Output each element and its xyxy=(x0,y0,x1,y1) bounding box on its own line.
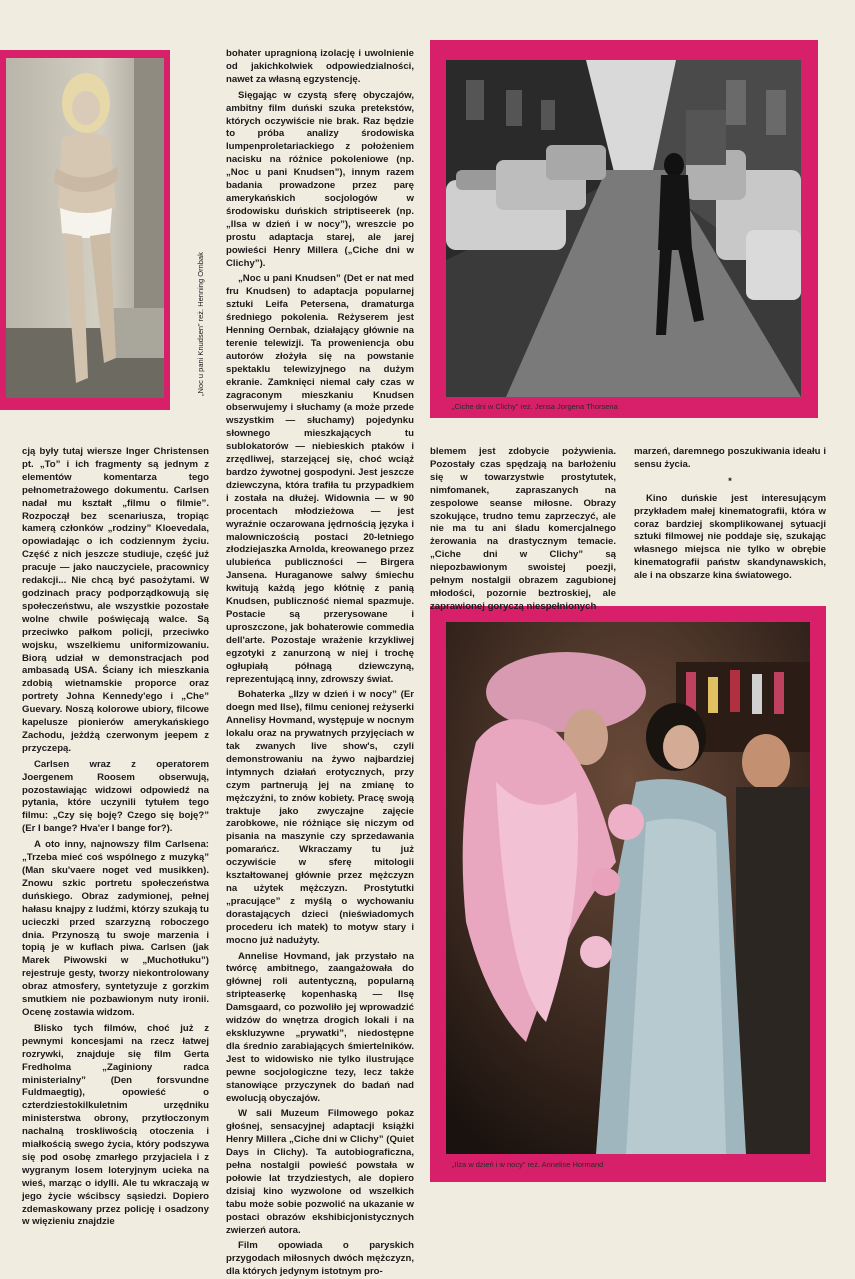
photo-ciche-dni-w-clichy xyxy=(446,60,801,397)
col2-paragraph-6: W sali Muzeum Filmowego pokaz głośnej, sensacyjnej adaptacji książki Henry Millera „Ciche dni w Clichy” (Quiet Days in Clichy). Ta autobiograficzna, pełna nostalgii powieść powstała w połowie lat trzydziestych, ale dopiero dzisiaj kino wyzwolone od wszelkich tabu może sobie pozwolić na ukazanie w postaci obrazów ekshibicjonistycznych zwierzeń autora. xyxy=(226,1108,414,1236)
col1-paragraph-1: cją były tutaj wiersze Inger Christensen pt. „To” i ich fragmenty są jednym z elementów komentarza tego pełnometrażowego dokumentu. Carlsen nadał mu kształt „filmu o filmie”. Rozpoczął bez scenariusza, tropiąc kamerą członków „rodziny” Kloevedala, opowiadając o ich codziennym życiu. Część z nich jeszcze studiuje, część już pracuje — jako nauczyciele, pracownicy redakcji... Nie chcą być pasożytami. W godzinach pracy podporządkowują się społeczeństwu, ale wszystkie pozostałe wolne chwile poświęcają walce. Są przeciwko pałkom policji, przeciwko wojsku, wszelkiemu uniformizowaniu. Biorą udział w demonstracjach pod ambasadą USA. Ściany ich mieszkania zdobią wietnamskie proporce oraz portrety Johna Kennedy'ego i „Che” Guevary. Noszą kolorowe ubiory, filcowe kapelusze pionierów amerykańskiego Zachodu, jeżdżą czerwonym jeepem z przyczepą. xyxy=(22,446,209,754)
photo-2-image xyxy=(446,60,801,397)
col1-paragraph-2: Carlsen wraz z operatorem Joergenem Roosem obserwują, pozostawiając widzowi odpowiedź na pytania, które uczynili tytułem tego filmu: „Czy się boję? Czego się boję?” (Er I bange? Hva'er I bange for?). xyxy=(22,758,209,835)
col2-paragraph-1: bohater upragnioną izolację i uwolnienie od jakichkolwiek odpowiedzialności, nawet za własną egzystencję. xyxy=(226,48,414,85)
photo-3-caption: „Ilza w dzień i w nocy” reż. Annelise Hormand xyxy=(452,1160,604,1169)
text-column-2 xyxy=(226,48,414,1278)
text-column-3 xyxy=(430,446,616,612)
photo-noc-u-pani-knudsen xyxy=(6,58,164,398)
col1-paragraph-4: Blisko tych filmów, choć już z pewnymi koncesjami na rzecz łatwej rozrywki, znajduje się film Gerta Fredholma „Zaginiony radca ministerialny” (Den forsvundne Fuldmaegtig), opowieść o czterdziestokilkuletnim urzędniku ministerstwa obrony, przytłoczonym nachalną troskliwością otoczenia i miałkością swego życia, który podszywa się pod osobę zmarłego przyjaciela i z wygranym losem loteryjnym ucieka na wieś, marząc o idylli. Ale tu wkraczają w jego życie wścibscy sąsiedzi. Dopiero zdemaskowany przez policję i osadzony w więzieniu znajdzie xyxy=(22,1022,209,1228)
photo-1-image xyxy=(6,58,164,398)
text-column-1 xyxy=(22,446,209,1228)
text-column-4 xyxy=(634,446,826,596)
col1-paragraph-3: A oto inny, najnowszy film Carlsena: „Trzeba mieć coś wspólnego z muzyką” (Man sku'vaere noget ved musikken). Znowu szkic portretu społeczeństwa duńskiego. Obraz zadymionej, pełnej hałasu knajpy z ludźmi, którzy szukają tu ucieczki przed szarzyzną roboczego dnia. Przynoszą tu swoje marzenia i topią je w kuflach piwa. Carlsen (jak Marek Piwowski w „Muchotłuku”) rejestruje gesty, tworzy niekontrolowany obraz atmosfery, syntetyzuje z gorzkim smutkiem nie pozbawionym nuty ironii. Ocenę zostawia widzom. xyxy=(22,839,209,1018)
col2-paragraph-4: Bohaterka „Ilzy w dzień i w nocy” (Er doegn med Ilse), filmu cenionej reżyserki Annelisy Hovmand, występuje w nocnym lokalu oraz na prywatnych przyjęciach w tak zwanych live show's, czyli demonstrowaniu na żywo najbardziej intymnych działań erotycznych, przy czym partnerują jej na zmianę to mężczyźni, to znów kobiety. Pracę swoją traktuje jako zwyczajne zajęcie zarobkowe, nie różniące się niczym od pisania na maszynie czy sprzedawania pomarańcz. Wkraczamy tu już oczywiście w sferę mitologii kształtowanej głównie przez mężczyzn na użytek mężczyzn. Prostytutki „pracujące” z myślą o wychowaniu dorastających dzieci (nieświadomych procederu ich matek) to motyw stary i mocno już nadużyty. xyxy=(226,689,414,946)
col3-paragraph-1: blemem jest zdobycie pożywienia. Pozostały czas spędzają na barłożeniu się w towarzystwie prostytutek, nimfomanek, zapraszanych na zespolowe seanse miłosne. Obrazy szokujące, trudno temu zaprzeczyć, ale nie ma tu ani śladu komercjalnego żerowania na drastycznym temacie. „Ciche dni w Clichy” są niepozbawionym swoistej poezji, pełnym nostalgii obrazem zagubionej młodości, pozornie beztroskiej, ale zaprawionej goryczą niespełnionych xyxy=(430,446,616,612)
photo-2-caption: „Ciche dni w Clichy” reż. Jensa Jorgena Thorsena xyxy=(452,402,618,411)
col4-paragraph-2: Kino duńskie jest interesującym przykładem małej kinematografii, która w coraz bardziej skomplikowanej sytuacji sztuki filmowej nie poddaje się, szukając własnego miejsca nie tylko w obrębie kinematografii państw skandynawskich, ale i na obszarze kina światowego. xyxy=(634,492,826,582)
col2-paragraph-5: Annelise Hovmand, jak przystało na twórcę ambitnego, zaangażowała do głównej roli autentyczną, popularną stripteaserkę kopenhaską — Ilsę Damsgaard, co pozwoliło jej wprowadzić widzów do wnętrza drogich lokali i na ekskluzywne „prywatki”, niedostępne dla średnio zarabiających śmiertelników. Jest to widowisko nie tylko ilustrujące pewne socjologiczne tezy, lecz także stanowiące przyczynek do badań nad ewolucją obyczajów. xyxy=(226,950,414,1104)
photo-ilza-w-dzien-i-w-nocy xyxy=(446,622,810,1154)
photo-3-image xyxy=(446,622,810,1154)
col2-paragraph-2: Sięgając w czystą sferę obyczajów, ambitny film duński szuka pretekstów, których oczywiście nie brak. Raz będzie to próba analizy środowiska lumpenproletariackiego z położeniem nacisku na różnice pokoleniowe (np. „Noc u pani Knudsen”), innym razem badania prowadzone przez parę amerykańskich socjologów w środowisku duńskich striptiseerek (np. „Ilsa w dzień i w nocy”), wreszcie po prostu adaptacja starej, ale jarej powieści Henry Millera („Ciche dni w Clichy”). xyxy=(226,89,414,269)
photo-1-caption: „Noc u pani Knudsen” reż. Henning Ornbak xyxy=(196,252,205,396)
col2-paragraph-7: Film opowiada o paryskich przygodach miłosnych dwóch mężczyzn, dla których jedynym istotnym pro- xyxy=(226,1240,414,1278)
col2-paragraph-3: „Noc u pani Knudsen” (Det er nat med fru Knudsen) to adaptacja popularnej sztuki Leifa Petersena, dramaturga średniego pokolenia. Reżyserem jest Henning Oernbak, działający głównie na terenie telewizji. Ta proweniencja obu autorów złożyła się na powstanie spektaklu telewizyjnego na dużym ekranie. Zamknięci niemal cały czas w zagraconym mieszkaniu Knudsen obserwujemy i słuchamy (a może przede wszystkim — słuchamy) pojedynku słownego mieszkających tu sublokatorów — niebieskich ptaków i zrzędliwej, starzejącej się, choć wciąż bardzo żywotnej gospodyni. Jest jeszcze dziewczyna, która trafiła tu przypadkiem i została na dłużej. Widownia — w 90 procentach młodzieżowa — jest wyraźnie oczarowana jędrnością języka i malowniczością postaci 20-letniego złodziejaszka Arnolda, kreowanego przez ulubieńca publiczności — Birgera Jansena. Huraganowe salwy śmiechu kwitują każdą jego kłótnię z panią Knudsen, publiczność niemal spazmuje. Postacie są przerysowane i uproszczone, jak bohaterowie commedia dell'arte. Pozostaje wrażenie krzykliwej egzotyki z zanurzoną w niej i trochę ogłupiałą półnagą dziewczyną, reprezentującą inny, zdrowszy świat. xyxy=(226,273,414,685)
section-separator-star: * xyxy=(728,475,732,487)
col4-paragraph-1: marzeń, daremnego poszukiwania ideału i sensu życia. xyxy=(634,446,826,470)
